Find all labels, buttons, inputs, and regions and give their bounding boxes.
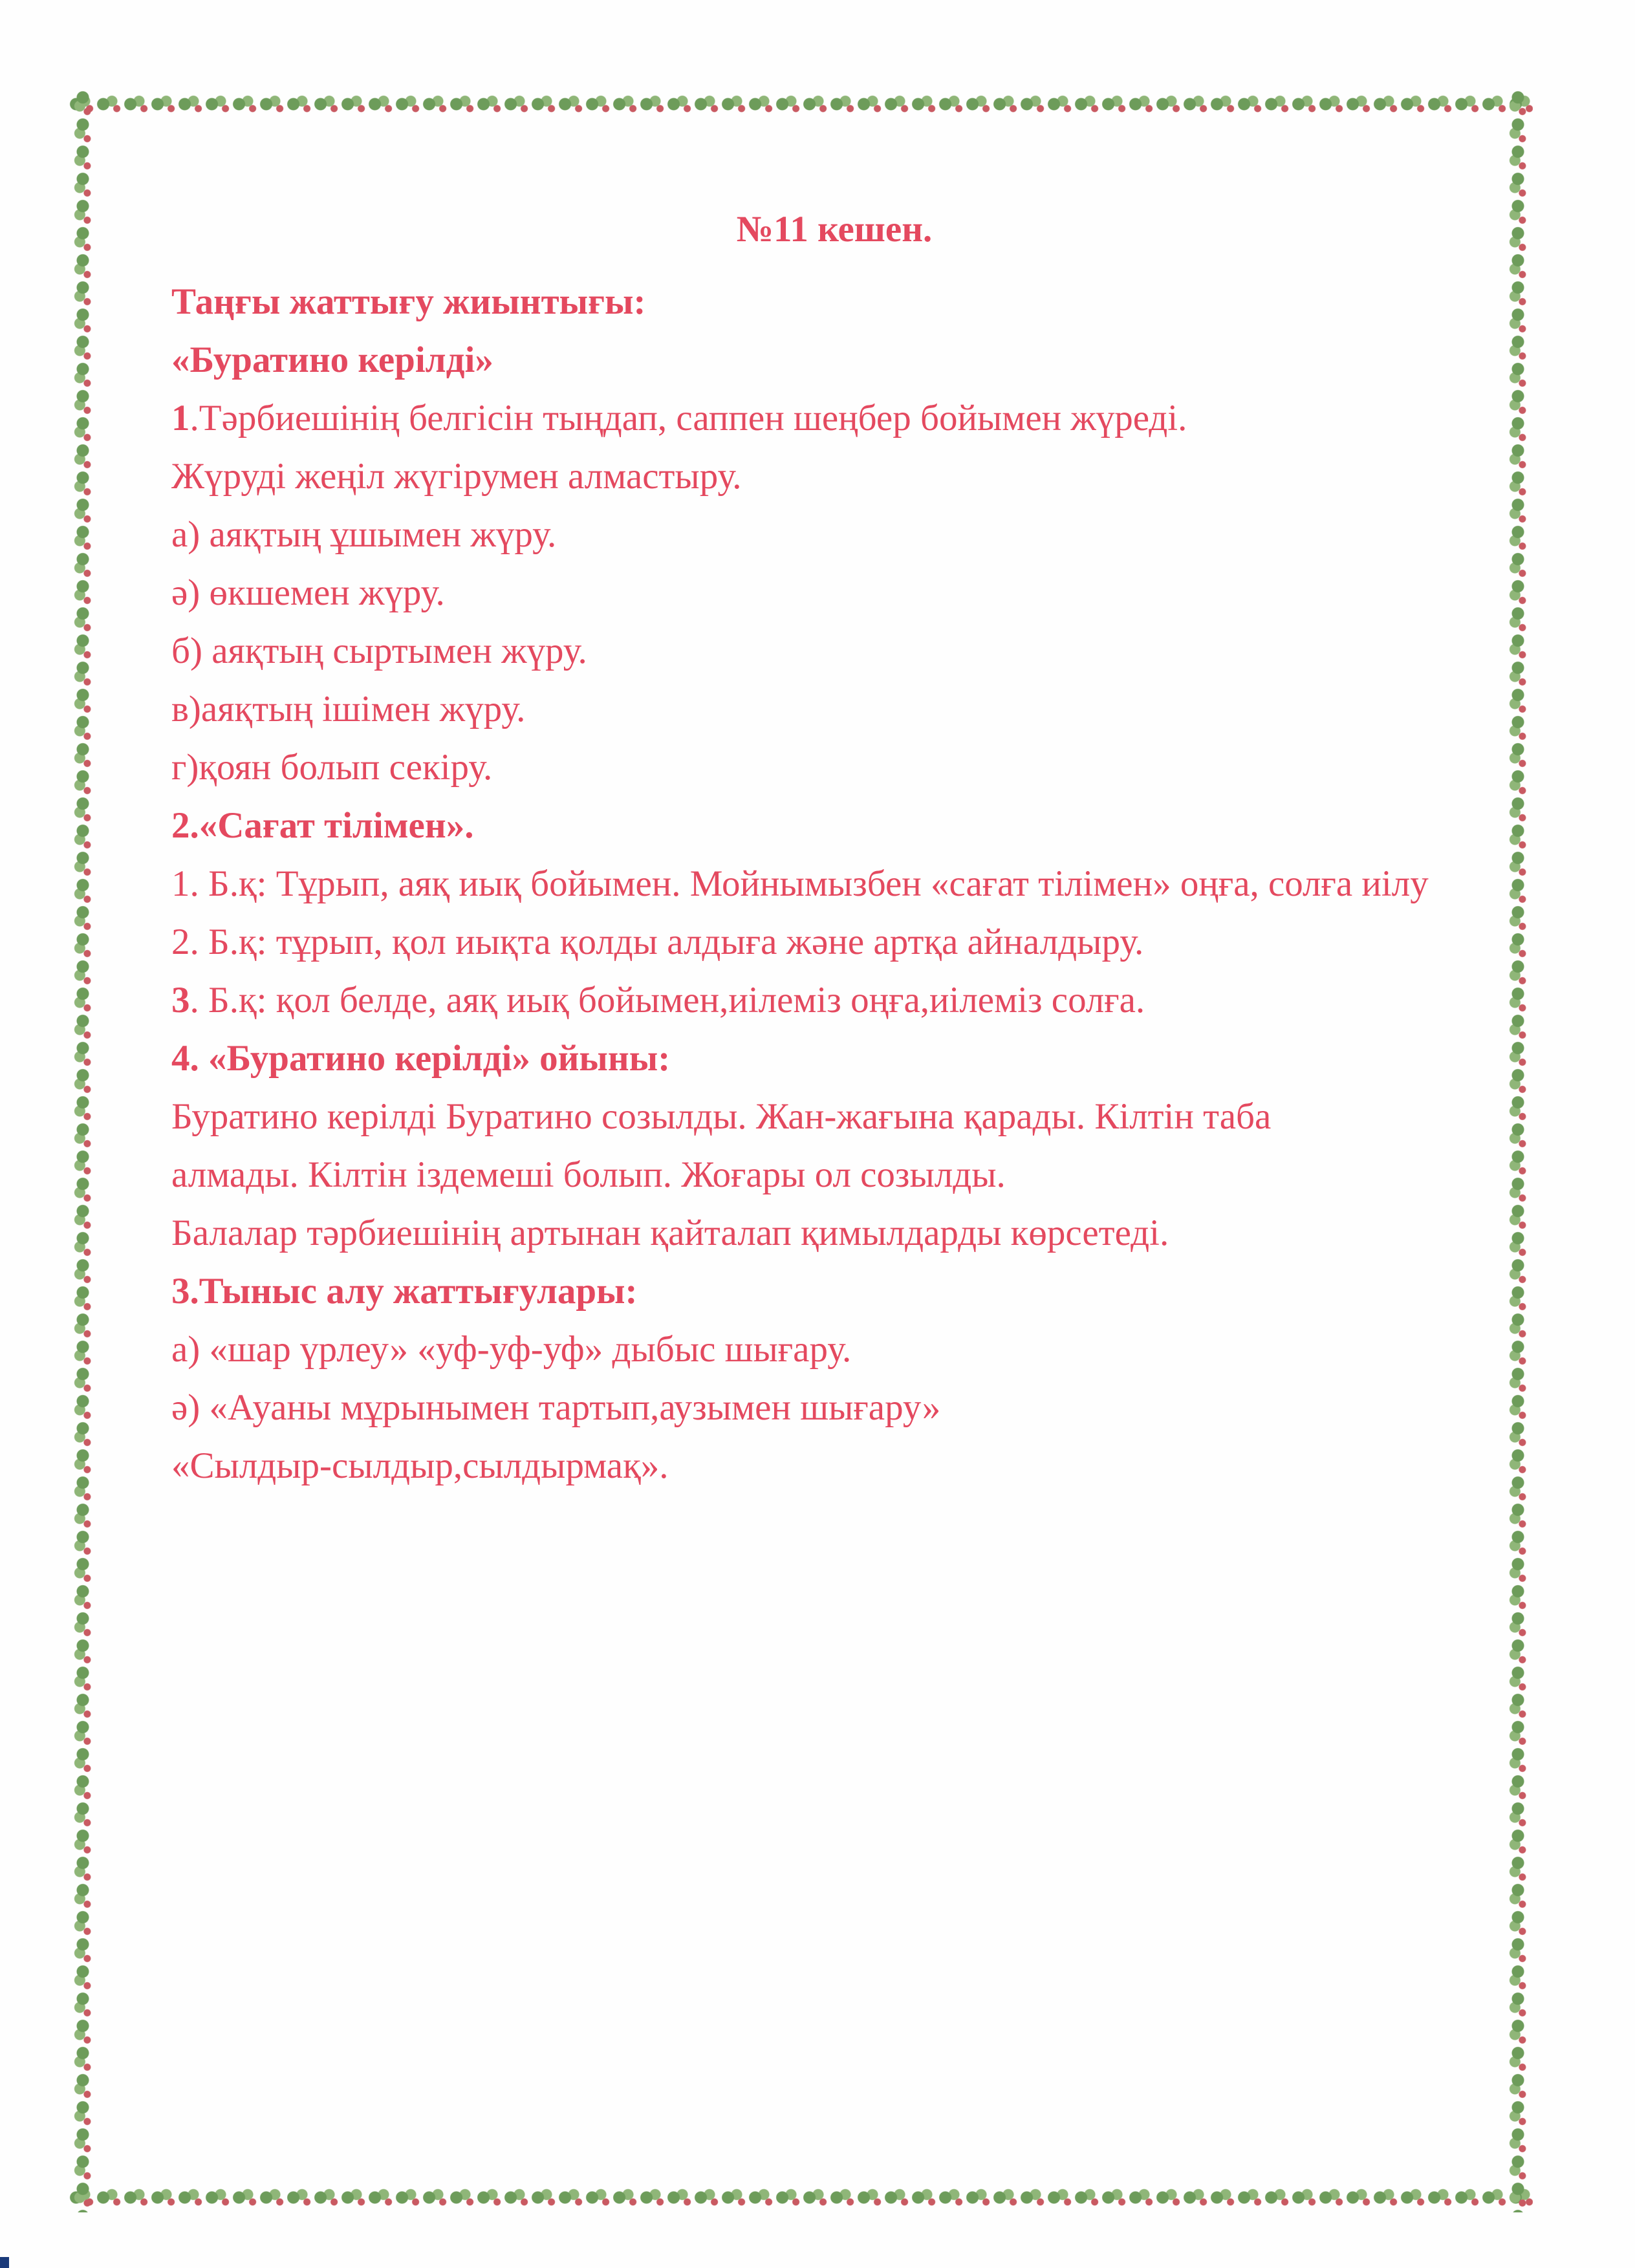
holly-border-left (68, 89, 98, 2212)
walk-g: г)қоян болып секіру. (171, 747, 493, 788)
scan-edge-mark (0, 2257, 9, 2268)
exercise-3-text: . Б.қ: қол белде, аяқ иық бойымен,иілеміз оңға,иілеміз солға. (189, 980, 1145, 1021)
section-3-heading: 3.Тыныс алу жаттығулары: (171, 1271, 638, 1312)
holly-border-bottom (68, 2183, 1533, 2212)
game-text-3: Балалар тәрбиешінің артынан қайталап қимылдарды көрсетеді. (171, 1213, 1169, 1253)
game-text-1: Буратино керілді Буратино созылды. Жан-жағына қарады. Кілтін таба (171, 1096, 1272, 1137)
subheading: «Буратино керілді» (171, 340, 493, 380)
document-body (171, 200, 1471, 1495)
holly-border-right (1503, 89, 1533, 2212)
item-1-continuation: Жүруді жеңіл жүгірумен алмастыру. (171, 456, 742, 497)
exercise-3 (171, 971, 1471, 1030)
item-1-number: 1 (171, 398, 190, 438)
exercise-2: 2. Б.қ: тұрып, қол иықта қолды алдыға және артқа айналдыру. (171, 922, 1144, 962)
breath-a: а) «шар үрлеу» «уф-уф-уф» дыбыс шығару. (171, 1329, 852, 1370)
exercise-4-heading: 4. «Буратино керілді» ойыны: (171, 1038, 671, 1079)
walk-a: а) аяқтың ұшымен жүру. (171, 514, 557, 555)
document-title: №11 кешен. (736, 209, 933, 250)
heading: Таңғы жаттығу жиынтығы: (171, 281, 646, 322)
exercise-3-number: 3 (171, 980, 190, 1021)
section-2-heading: 2.«Сағат тілімен». (171, 805, 474, 846)
item-1-text: .Тәрбиешінің белгісін тыңдап, саппен шеңбер бойымен жүреді. (189, 398, 1187, 438)
game-text-2: алмады. Кілтін іздемеші болып. Жоғары ол созылды. (171, 1154, 1006, 1195)
exercise-1: 1. Б.қ: Тұрып, аяқ иық бойымен. Мойнымызбен «сағат тілімен» оңға, солға иілу (171, 863, 1429, 904)
holly-border-top (68, 89, 1533, 119)
item-1 (171, 389, 1471, 448)
walk-ae: ә) өкшемен жүру. (171, 572, 445, 613)
breath-end: «Сылдыр-сылдыр,сылдырмақ». (171, 1445, 669, 1486)
walk-b: б) аяқтың сыртымен жүру. (171, 631, 587, 671)
walk-v: в)аяқтың ішімен жүру. (171, 689, 526, 729)
breath-ae: ә) «Ауаны мұрынымен тартып,аузымен шығару» (171, 1387, 941, 1428)
